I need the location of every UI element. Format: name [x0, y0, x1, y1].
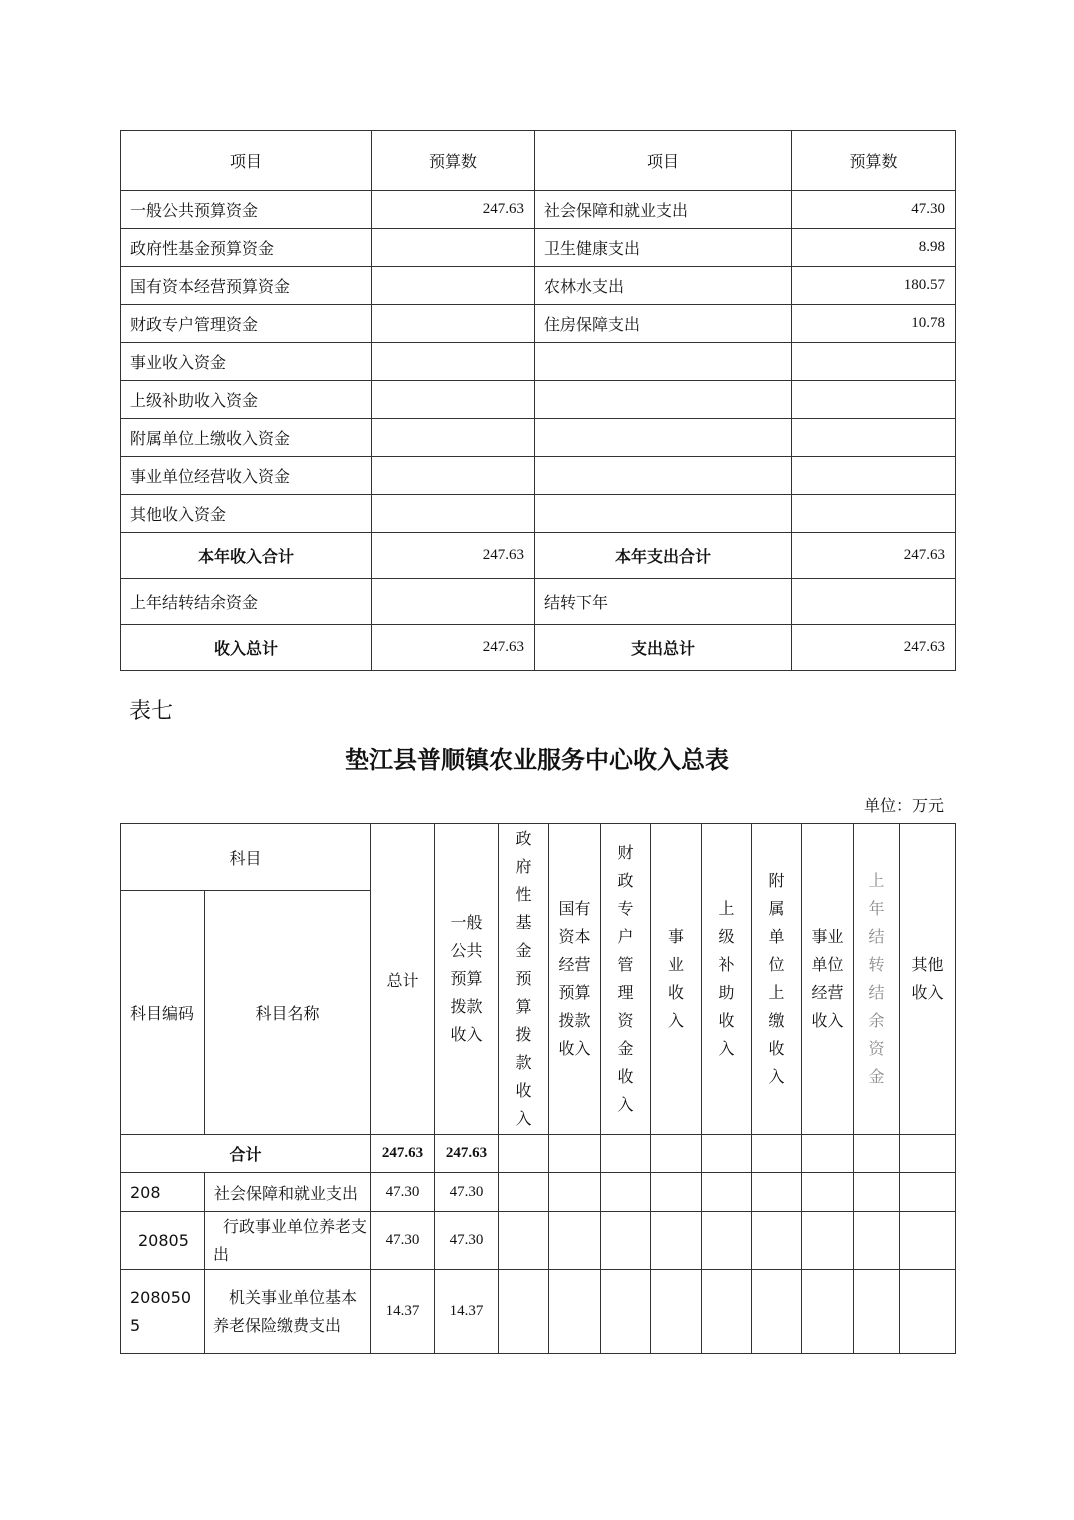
income-item: 国有资本经营预算资金: [121, 267, 372, 305]
income-item: 附属单位上缴收入资金: [121, 419, 372, 457]
income-summary-table: [120, 823, 956, 1354]
table-caption: 表七: [129, 699, 174, 724]
grand-income-total-label: 收入总计: [121, 625, 372, 671]
row-general: 47.30: [435, 1173, 499, 1212]
header-special-account: 财 政 专 户 管 理 资 金 收 入: [601, 824, 651, 1135]
expense-amount: 180.57: [792, 267, 956, 305]
year-total-row: [121, 533, 956, 579]
expense-item: [535, 457, 792, 495]
subject-code: 208: [121, 1173, 205, 1212]
year-expense-total-amount: 247.63: [792, 533, 956, 579]
table-row: [121, 1270, 956, 1354]
expense-amount: 10.78: [792, 305, 956, 343]
expense-amount: 47.30: [792, 191, 956, 229]
income-amount: [372, 457, 535, 495]
carryover-row: [121, 579, 956, 625]
income-item: 事业单位经营收入资金: [121, 457, 372, 495]
unit-label: 单位：万元: [863, 796, 944, 815]
subject-name: 机关事业单位基本养老保险缴费支出: [205, 1270, 371, 1354]
header-income-item: 项目: [121, 131, 372, 191]
header-operating-income: 事业 单位 经营 收入: [802, 824, 854, 1135]
income-amount: [372, 381, 535, 419]
header-affiliated-income: 附 属 单 位 上 缴 收 入: [752, 824, 802, 1135]
grand-total-row: [121, 625, 956, 671]
grand-expense-total-label: 支出总计: [535, 625, 792, 671]
budget-overview-table: [120, 130, 956, 671]
income-amount: [372, 267, 535, 305]
table-row: [121, 495, 956, 533]
table-row: [121, 343, 956, 381]
expense-amount: 8.98: [792, 229, 956, 267]
expense-item: [535, 495, 792, 533]
header-business-income: 事 业 收 入: [651, 824, 702, 1135]
header-total: 总计: [371, 824, 435, 1135]
table-row: [121, 1212, 956, 1270]
table-row: [121, 191, 956, 229]
year-expense-total-label: 本年支出合计: [535, 533, 792, 579]
header-expense-budget: 预算数: [792, 131, 956, 191]
header-general-budget: 一般 公共 预算 拨款 收入: [435, 824, 499, 1135]
table-row: [121, 229, 956, 267]
expense-amount: [792, 419, 956, 457]
income-item: 上级补助收入资金: [121, 381, 372, 419]
carryover-expense-label: 结转下年: [535, 579, 792, 625]
year-income-total-label: 本年收入合计: [121, 533, 372, 579]
income-amount: [372, 305, 535, 343]
row-total: 14.37: [371, 1270, 435, 1354]
table-header-row: [121, 131, 956, 191]
income-item: 财政专户管理资金: [121, 305, 372, 343]
subject-name: 行政事业单位养老支出: [205, 1212, 371, 1270]
header-expense-item: 项目: [535, 131, 792, 191]
header-other-income: 其他 收入: [900, 824, 956, 1135]
subject-code: 20805: [121, 1212, 205, 1270]
income-amount: [372, 229, 535, 267]
header-subject: 科目: [121, 824, 371, 891]
income-item: 事业收入资金: [121, 343, 372, 381]
total-label: 合计: [121, 1135, 371, 1173]
row-total: 47.30: [371, 1212, 435, 1270]
subject-name: 社会保障和就业支出: [205, 1173, 371, 1212]
year-income-total-amount: 247.63: [372, 533, 535, 579]
table-row: [121, 305, 956, 343]
header-subject-name: 科目名称: [205, 891, 371, 1135]
total-amount: 247.63: [371, 1135, 435, 1173]
header-subject-code: 科目编码: [121, 891, 205, 1135]
carryover-income-label: 上年结转结余资金: [121, 579, 372, 625]
expense-amount: [792, 381, 956, 419]
header-state-capital: 国有 资本 经营 预算 拨款 收入: [549, 824, 601, 1135]
carryover-income-amount: [372, 579, 535, 625]
row-general: 14.37: [435, 1270, 499, 1354]
expense-item: 社会保障和就业支出: [535, 191, 792, 229]
expense-item: [535, 419, 792, 457]
income-amount: [372, 495, 535, 533]
income-amount: 247.63: [372, 191, 535, 229]
income-amount: [372, 343, 535, 381]
grand-income-total-amount: 247.63: [372, 625, 535, 671]
header-subsidy-income: 上 级 补 助 收 入: [702, 824, 752, 1135]
subject-code: 2080505: [121, 1270, 205, 1354]
expense-item: 农林水支出: [535, 267, 792, 305]
table-row: [121, 1173, 956, 1212]
table-row: [121, 381, 956, 419]
row-total: 47.30: [371, 1173, 435, 1212]
table-row: [121, 419, 956, 457]
grand-expense-total-amount: 247.63: [792, 625, 956, 671]
page-title: 垫江县普顺镇农业服务中心收入总表: [345, 746, 729, 774]
income-amount: [372, 419, 535, 457]
expense-item: [535, 381, 792, 419]
expense-amount: [792, 343, 956, 381]
table-row: [121, 457, 956, 495]
table-row: [121, 267, 956, 305]
income-item: 政府性基金预算资金: [121, 229, 372, 267]
total-general: 247.63: [435, 1135, 499, 1173]
expense-item: 住房保障支出: [535, 305, 792, 343]
total-row: [121, 1135, 956, 1173]
expense-amount: [792, 495, 956, 533]
expense-item: 卫生健康支出: [535, 229, 792, 267]
header-gov-fund: 政 府 性 基 金 预 算 拨 款 收 入: [499, 824, 549, 1135]
header-row-1: [121, 824, 956, 891]
income-item: 一般公共预算资金: [121, 191, 372, 229]
expense-item: [535, 343, 792, 381]
header-income-budget: 预算数: [372, 131, 535, 191]
carryover-expense-amount: [792, 579, 956, 625]
income-item: 其他收入资金: [121, 495, 372, 533]
expense-amount: [792, 457, 956, 495]
header-carryover-funds: 上 年 结 转 结 余 资 金: [854, 824, 900, 1135]
row-general: 47.30: [435, 1212, 499, 1270]
